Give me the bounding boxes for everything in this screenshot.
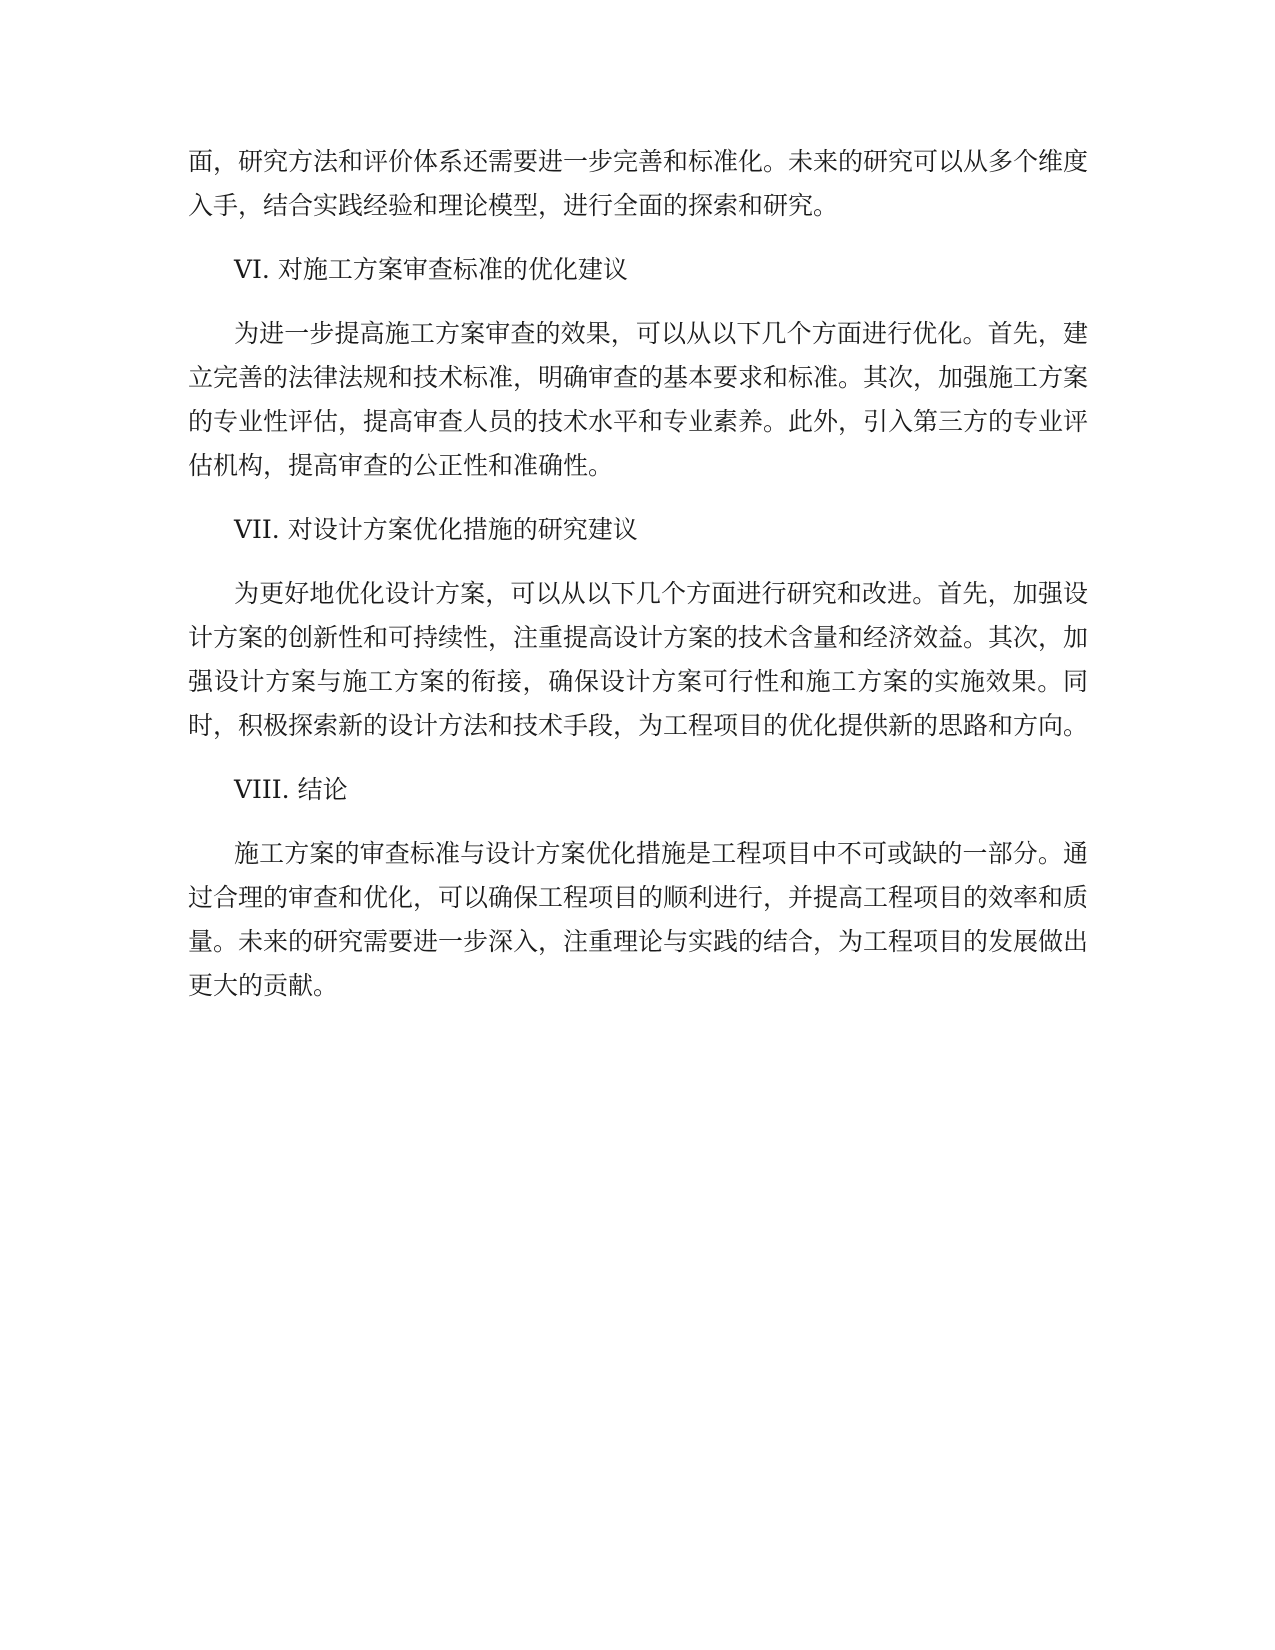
section-heading-vi: VI. 对施工方案审查标准的优化建议 xyxy=(234,255,628,284)
section-heading-viii: VIII. 结论 xyxy=(234,775,348,804)
spacer xyxy=(188,812,1088,832)
paragraph-conclusion: 施工方案的审查标准与设计方案优化措施是工程项目中不可或缺的一部分。通过合理的审查和优化，可以确保工程项目的顺利进行，并提高工程项目的效率和质量。未来的研究需要进一步深入，注重理论与实践的结合，为工程项目的发展做出更大的贡献。 xyxy=(188,839,1089,1000)
spacer xyxy=(188,228,1088,248)
spacer xyxy=(188,552,1088,572)
spacer xyxy=(188,292,1088,312)
section-heading-vii: VII. 对设计方案优化措施的研究建议 xyxy=(234,515,638,544)
spacer xyxy=(188,748,1088,768)
paragraph-continued: 面，研究方法和评价体系还需要进一步完善和标准化。未来的研究可以从多个维度入手，结合实践经验和理论模型，进行全面的探索和研究。 xyxy=(188,147,1089,220)
paragraph-design-optimization: 为更好地优化设计方案，可以从以下几个方面进行研究和改进。首先，加强设计方案的创新性和可持续性，注重提高设计方案的技术含量和经济效益。其次，加强设计方案与施工方案的衔接，确保设计方案可行性和施工方案的实施效果。同时，积极探索新的设计方法和技术手段，为工程项目的优化提供新的思路和方向。 xyxy=(188,579,1089,740)
document-page xyxy=(188,140,1088,1008)
paragraph-review-standards: 为进一步提高施工方案审查的效果，可以从以下几个方面进行优化。首先，建立完善的法律法规和技术标准，明确审查的基本要求和标准。其次，加强施工方案的专业性评估，提高审查人员的技术水平和专业素养。此外，引入第三方的专业评估机构，提高审查的公正性和准确性。 xyxy=(188,319,1089,480)
spacer xyxy=(188,488,1088,508)
